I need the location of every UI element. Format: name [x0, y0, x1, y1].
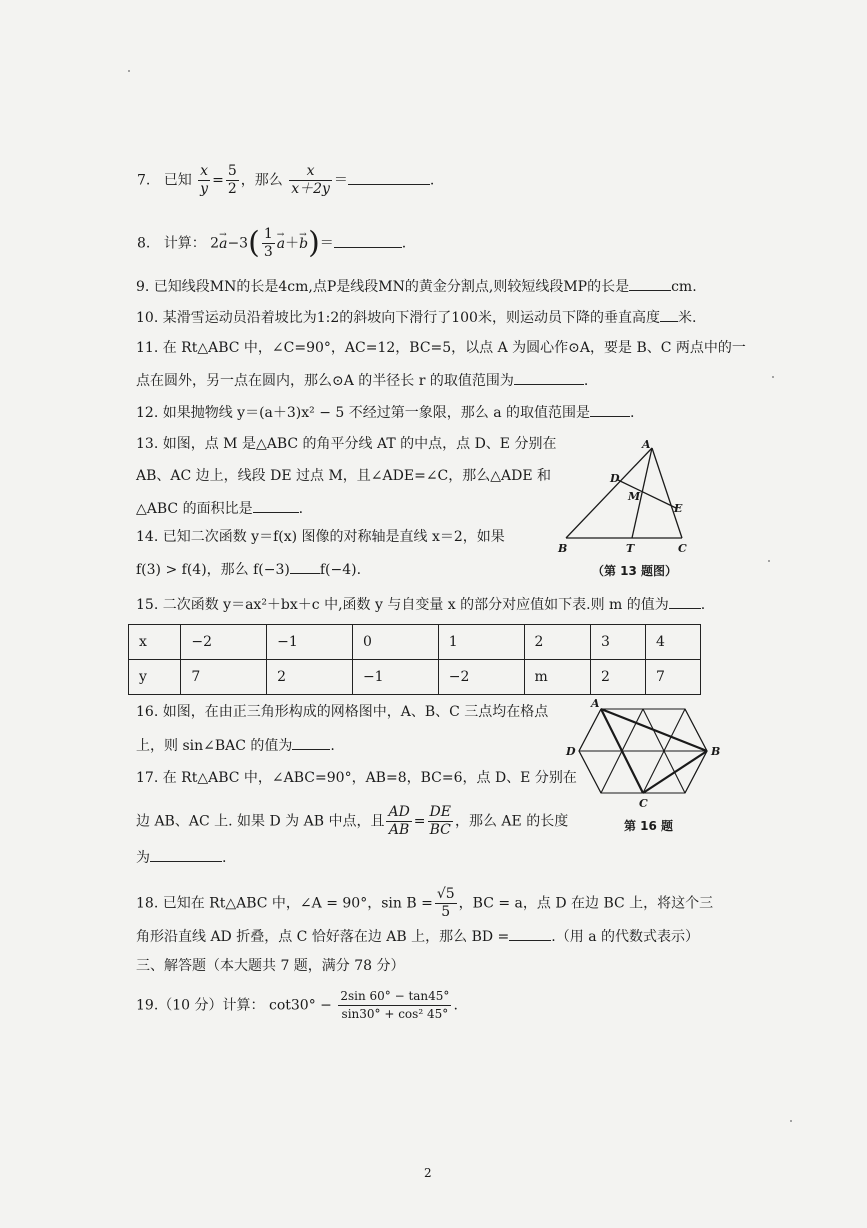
figure-13-caption: （第 13 题图）	[592, 564, 678, 578]
answer-blank[interactable]	[290, 559, 320, 574]
label-d: D	[610, 472, 620, 485]
value-table	[128, 624, 701, 695]
question-number: 8.	[137, 235, 151, 252]
scan-speck	[790, 1120, 792, 1122]
fraction-1-over-3: $\frac{1}{3}$	[263, 226, 273, 260]
question-16-line-2: 上，则 sin∠BAC 的值为 .	[136, 735, 335, 756]
answer-blank[interactable]	[514, 370, 584, 385]
question-15: 15. 二次函数 y＝ax²＋bx＋c 中,函数 y 与自变量 x 的部分对应值如下表.则 m 的值为 .	[136, 594, 705, 615]
q7-mid: ，那么	[240, 172, 283, 189]
question-17-line-3: 为 .	[136, 847, 226, 868]
question-11-line-1: 11. 在 Rt△ABC 中，∠C=90°，AC=12，BC=5，以点 A 为圆心作⊙A，要是 B、C 两点中的一	[136, 340, 746, 356]
table-cell: 2	[267, 660, 353, 695]
table-cell: −1	[267, 625, 353, 660]
table-cell: −2	[438, 660, 524, 695]
question-number: 7.	[137, 172, 151, 189]
page-number: 2	[424, 1166, 432, 1180]
table-cell: −1	[352, 660, 438, 695]
answer-blank[interactable]	[253, 498, 299, 513]
table-cell: 7	[645, 660, 700, 695]
q8-lead: 计算：	[163, 235, 206, 252]
question-7: 7. 已知 $\frac{x}{y}$ = $\frac{5}{2}$ ，那么 $\frac{x}{x+2y}$ ＝ .	[137, 163, 435, 197]
table-cell: y	[129, 660, 181, 695]
label-b: B	[558, 542, 568, 555]
side-ac	[652, 448, 682, 538]
answer-blank[interactable]	[590, 402, 630, 417]
question-9: 9. 已知线段MN的长是4cm,点P是线段MN的黄金分割点,则较短线段MP的长是 cm.	[136, 276, 697, 297]
label-c: C	[639, 797, 648, 809]
vector-a: → a	[219, 234, 227, 254]
question-14-line-2: f(3) > f(4)，那么 f(−3) f(−4).	[136, 559, 361, 580]
label-a: A	[642, 438, 651, 451]
fraction-ad-over-ab: $\frac{AD}{AB}$	[388, 804, 410, 838]
question-19: 19.（10 分）计算： cot30° − $\frac{2\sin 60^\circ - \tan 45^\circ}{\text{sin30° + cos² 45°}}$ .	[136, 989, 458, 1021]
segment-ab	[601, 709, 707, 751]
scan-speck	[768, 560, 770, 562]
question-10: 10. 某滑雪运动员沿着坡比为1:2的斜坡向下滑行了100米，则运动员下降的垂直高度 米.	[136, 307, 696, 328]
answer-blank[interactable]	[150, 847, 222, 862]
figure-16-hexagon-grid	[563, 697, 723, 809]
question-12: 12. 如果抛物线 y＝(a＋3)x² − 5 不经过第一象限，那么 a 的取值范围是 .	[136, 402, 634, 423]
vector-b: → b	[299, 234, 308, 254]
table-cell: 0	[352, 625, 438, 660]
question-18-line-2: 角形沿直线 AD 折叠，点 C 恰好落在边 AB 上，那么 BD = .（用 a 的代数式表示）	[136, 926, 699, 947]
label-c: C	[678, 542, 687, 555]
table-cell: 3	[591, 625, 646, 660]
label-t: T	[626, 542, 635, 555]
figure-16-caption: 第 16 题	[624, 819, 674, 833]
question-11-line-2: 点在圆外，另一点在圆内，那么⊙A 的半径长 r 的取值范围为 .	[136, 370, 588, 391]
label-a: A	[591, 697, 600, 710]
answer-blank[interactable]	[292, 735, 330, 750]
answer-blank[interactable]	[660, 307, 678, 322]
table-cell: 2	[524, 625, 590, 660]
question-17-line-1: 17. 在 Rt△ABC 中，∠ABC=90°，AB=8，BC=6，点 D、E 分别在	[136, 770, 577, 786]
table-cell: −2	[181, 625, 267, 660]
q9-text: 9. 已知线段MN的长是4cm,点P是线段MN的黄金分割点,则较短线段MP的长是	[136, 279, 630, 295]
answer-blank[interactable]	[334, 233, 402, 248]
label-e: E	[674, 502, 683, 515]
question-13-line-2: AB、AC 边上，线段 DE 过点 M，且∠ADE=∠C，那么△ADE 和	[136, 468, 552, 484]
scan-speck	[772, 376, 774, 378]
question-13-line-3: △ABC 的面积比是 .	[136, 498, 303, 519]
question-18-line-1: 18. 已知在 Rt△ABC 中，∠A = 90°，sin B = $\frac{√5}{5}$ ，BC = a，点 D 在边 BC 上，将这个三	[136, 886, 714, 920]
table-cell: 2	[591, 660, 646, 695]
answer-blank[interactable]	[509, 926, 551, 941]
scan-speck	[128, 70, 130, 72]
table-cell: x	[129, 625, 181, 660]
table-row	[129, 625, 701, 660]
fraction-trig-expression: $\frac{2\sin 60^\circ - \tan 45^\circ}{\text{sin30° + cos² 45°}}$	[340, 989, 450, 1021]
question-14-line-1: 14. 已知二次函数 y＝f(x) 图像的对称轴是直线 x＝2，如果	[136, 529, 505, 545]
question-8: 8. 计算： 2→ a−3( $\frac{1}{3}$ → a＋→ b)＝ .	[137, 226, 406, 261]
label-b: B	[711, 745, 721, 758]
table-cell: 7	[181, 660, 267, 695]
fraction-x-over-x-plus-2y: $\frac{x}{x+2y}$	[291, 163, 330, 197]
q7-lead: 已知	[163, 172, 192, 189]
answer-blank[interactable]	[669, 594, 701, 609]
answer-blank[interactable]	[629, 276, 671, 291]
q10-text: 10. 某滑雪运动员沿着坡比为1:2的斜坡向下滑行了100米，则运动员下降的垂直高度	[136, 310, 660, 326]
question-17-line-2: 边 AB、AC 上. 如果 D 为 AB 中点，且 $\frac{AD}{AB}$ = $\frac{DE}{BC}$ ，那么 AE 的长度	[136, 804, 569, 838]
segment-cb	[643, 751, 707, 793]
table-cell: 4	[645, 625, 700, 660]
label-m: M	[628, 490, 641, 503]
fraction-de-over-bc: $\frac{DE}{BC}$	[429, 804, 451, 838]
vector-a: → a	[277, 234, 285, 254]
figure-13-triangle	[556, 438, 696, 560]
table-cell: m	[524, 660, 590, 695]
table-row	[129, 660, 701, 695]
fraction-x-over-y: $\frac{x}{y}$	[200, 163, 209, 197]
question-13-line-1: 13. 如图，点 M 是△ABC 的角平分线 AT 的中点，点 D、E 分别在	[136, 436, 557, 452]
question-16-line-1: 16. 如图，在由正三角形构成的网格图中，A、B、C 三点均在格点	[136, 704, 549, 720]
label-d: D	[566, 745, 576, 758]
fraction-5-over-2: $\frac{5}{2}$	[227, 163, 237, 197]
answer-blank[interactable]	[348, 170, 430, 185]
fraction-sqrt5-over-5: $\frac{√5}{5}$	[436, 886, 455, 920]
table-cell: 1	[438, 625, 524, 660]
section-heading: 三、解答题（本大题共 7 题，满分 78 分）	[136, 958, 405, 974]
